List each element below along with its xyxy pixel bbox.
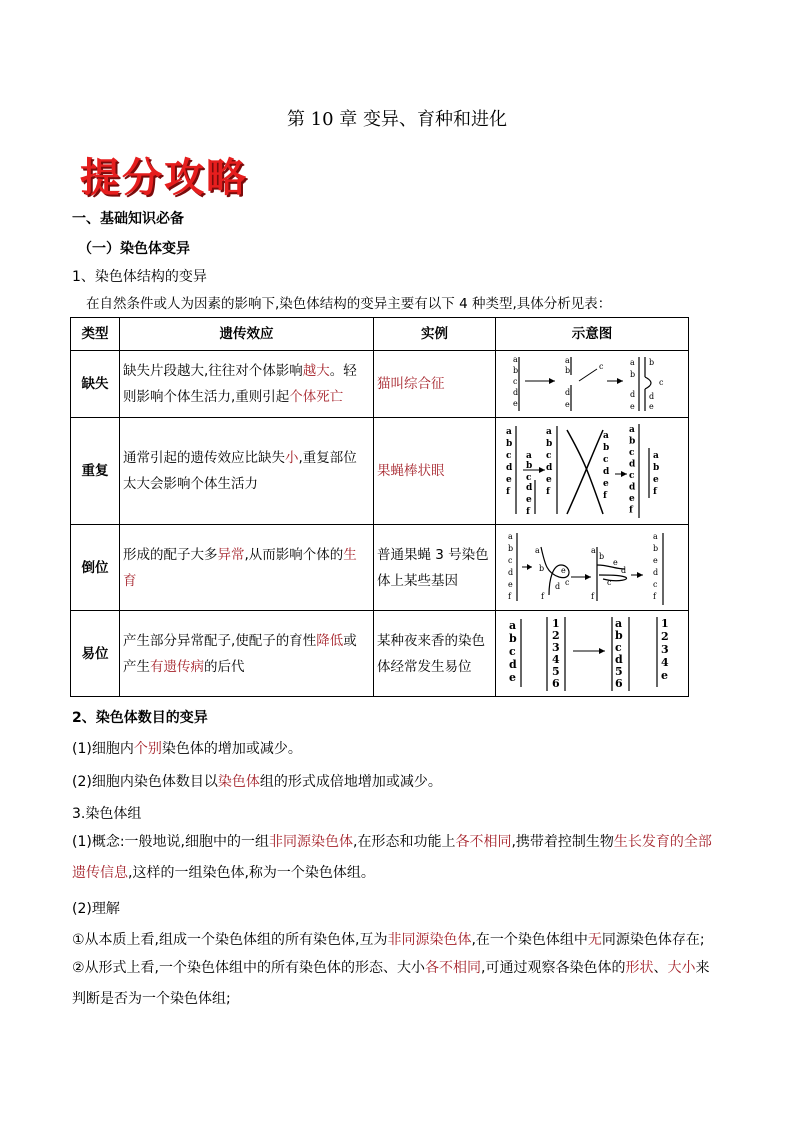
highlight-text: 生育 xyxy=(123,546,357,589)
highlight-text: 非同源染色体 xyxy=(269,834,353,850)
paragraph-5 xyxy=(72,929,705,949)
gene-label: e xyxy=(661,669,668,682)
text-segment: 的后代 xyxy=(204,658,245,675)
gene-label: a xyxy=(615,617,623,630)
gene-label: 4 xyxy=(552,653,560,666)
svg-text:c: c xyxy=(659,378,664,387)
variation-table xyxy=(70,317,689,697)
gene-label: 1 xyxy=(661,617,669,630)
paragraph-1 xyxy=(72,738,302,758)
paragraph-6 xyxy=(72,953,722,1015)
text-segment: ,携带着控制生物 xyxy=(511,834,614,850)
text-segment: 产生部分异常配子,使配子的育性 xyxy=(123,632,317,649)
svg-text:e: e xyxy=(649,402,654,411)
example-cell xyxy=(374,418,496,525)
highlight-text: 小 xyxy=(285,450,299,466)
gene-label: d xyxy=(603,467,610,477)
gene-label: 6 xyxy=(552,677,560,690)
gene-label: 3 xyxy=(661,643,669,656)
text-segment: ,可通过观察各染色体的 xyxy=(481,960,626,976)
gene-label: f xyxy=(603,491,607,501)
inversion-diagram xyxy=(496,525,689,611)
effect-cell xyxy=(120,418,374,525)
gene-label: d xyxy=(629,459,636,470)
gene-label: f xyxy=(653,487,657,497)
svg-text:d: d xyxy=(630,390,636,399)
svg-text:a: a xyxy=(526,451,532,461)
svg-text:b: b xyxy=(599,552,605,561)
highlight-text: 形状 xyxy=(625,960,654,976)
svg-text:b: b xyxy=(649,358,655,367)
inversion-svg xyxy=(499,525,692,610)
gene-label: a xyxy=(508,532,513,541)
example-cell xyxy=(374,611,496,697)
highlight-text: 染色体 xyxy=(217,774,260,790)
table-row xyxy=(71,525,689,611)
paragraph-2 xyxy=(72,771,442,791)
gene-label: d xyxy=(513,388,519,397)
deletion-diagram xyxy=(496,351,689,418)
svg-text:d: d xyxy=(565,388,571,397)
svg-text:c: c xyxy=(607,578,612,587)
svg-text:e: e xyxy=(526,495,532,505)
text-segment: 、 xyxy=(653,960,668,976)
gene-label: e xyxy=(513,399,518,408)
gene-label: 3 xyxy=(552,641,560,654)
highlight-text: 猫叫综合征 xyxy=(377,376,445,392)
gene-label: d xyxy=(629,482,636,493)
svg-text:d: d xyxy=(621,566,627,575)
text-segment: ,在一个染色体组中 xyxy=(471,932,588,948)
gene-label: 1 xyxy=(552,617,560,630)
svg-text:e: e xyxy=(565,400,570,409)
item-heading-1: 1、染色体结构的变异 xyxy=(72,269,207,285)
highlight-text: 异常 xyxy=(217,546,245,563)
table-header-row xyxy=(71,318,689,351)
gene-label: b xyxy=(509,632,517,645)
gene-label: e xyxy=(653,475,659,485)
text-segment: (1)细胞内 xyxy=(72,741,134,757)
gene-label: f xyxy=(546,487,550,497)
gene-label: a xyxy=(629,425,635,435)
highlight-text: 各不相同 xyxy=(425,960,481,976)
text-segment: 或产生 xyxy=(123,632,357,675)
gene-label: e xyxy=(603,479,609,489)
text-segment: 来判断是否为一个染色体组; xyxy=(72,960,710,1007)
gene-label: d xyxy=(508,568,514,577)
gene-label: f xyxy=(508,592,511,601)
gene-label: b xyxy=(603,443,610,453)
highlight-text: 非同源染色体 xyxy=(387,932,472,948)
svg-text:d: d xyxy=(526,483,533,493)
gene-label: a xyxy=(509,619,517,632)
highlight-text: 果蝇棒状眼 xyxy=(377,463,445,479)
gene-label: c xyxy=(653,580,658,589)
page-title: 第 10 章 变异、育种和进化 xyxy=(286,109,508,130)
gene-label: 2 xyxy=(661,630,669,643)
svg-text:a: a xyxy=(565,356,570,365)
svg-text:e: e xyxy=(613,558,618,567)
item-heading-3: 3.染色体组 xyxy=(72,806,142,822)
text-segment: 缺失片段越大,往往对个体影响 xyxy=(123,363,303,379)
text-segment: 普通果蝇 3 号染色体上某些基因 xyxy=(377,546,489,589)
text-segment: ,重复部位太大会影响个体生活力 xyxy=(123,450,357,492)
gene-label: b xyxy=(629,436,636,447)
type-cell: 易位 xyxy=(71,611,120,697)
text-segment: ,在形态和功能上 xyxy=(353,834,456,850)
text-segment: ,从而影响个体的 xyxy=(244,546,344,563)
highlight-text: 各不相同 xyxy=(455,834,512,850)
gene-label: b xyxy=(615,629,623,642)
deletion-svg xyxy=(499,351,692,417)
gene-label: e xyxy=(629,494,635,504)
gene-label: a xyxy=(513,355,518,364)
svg-text:f: f xyxy=(541,592,544,601)
section-heading: 一、基础知识必备 xyxy=(72,211,184,227)
gene-label: b xyxy=(506,439,513,449)
gene-label: c xyxy=(513,377,518,386)
logo-tifen-gonglue: 提分攻略 xyxy=(80,155,248,201)
gene-label: d xyxy=(506,463,513,473)
gene-label: b xyxy=(508,544,514,553)
svg-text:f: f xyxy=(591,592,594,601)
svg-text:d: d xyxy=(555,582,561,591)
text-segment: ②从形式上看,一个染色体组中的所有染色体的形态、大小 xyxy=(72,960,425,976)
gene-label: b xyxy=(546,439,553,449)
gene-label: a xyxy=(546,427,552,437)
table-row xyxy=(71,611,689,697)
header-diagram: 示意图 xyxy=(496,318,689,351)
highlight-text: 有遗传病 xyxy=(150,658,204,675)
effect-cell xyxy=(120,611,374,697)
gene-label: a xyxy=(506,427,512,437)
gene-label: 5 xyxy=(552,665,560,678)
intro-paragraph: 在自然条件或人为因素的影响下,染色体结构的变异主要有以下 4 种类型,具体分析见表： xyxy=(86,296,612,312)
svg-text:c: c xyxy=(526,473,532,483)
text-segment: (2)细胞内染色体数目以 xyxy=(72,774,218,790)
gene-label: c xyxy=(629,471,635,481)
gene-label: b xyxy=(513,366,519,375)
paragraph-4: (2)理解 xyxy=(72,901,120,917)
text-segment: (1)概念:一般地说,细胞中的一组 xyxy=(72,834,269,850)
header-example: 实例 xyxy=(374,318,496,351)
gene-label: 6 xyxy=(615,677,623,690)
example-cell xyxy=(374,525,496,611)
header-type: 类型 xyxy=(71,318,120,351)
text-segment: ,这样的一组染色体,称为一个染色体组。 xyxy=(128,865,375,881)
svg-text:a: a xyxy=(535,546,540,555)
gene-label: e xyxy=(508,580,513,589)
gene-label: d xyxy=(509,658,517,671)
highlight-text: 降低 xyxy=(316,632,344,649)
gene-label: e xyxy=(509,671,516,684)
gene-label: f xyxy=(653,592,656,601)
text-segment: 组的形式成倍地增加或减少。 xyxy=(259,774,442,790)
gene-label: f xyxy=(629,505,633,516)
gene-label: f xyxy=(506,487,510,497)
gene-label: 2 xyxy=(552,629,560,642)
highlight-text: 越大 xyxy=(302,363,330,379)
text-segment: 通常引起的遗传效应比缺失 xyxy=(123,450,285,466)
svg-text:b: b xyxy=(565,366,571,375)
subsection-heading: （一）染色体变异 xyxy=(78,241,190,257)
svg-text:d: d xyxy=(649,392,655,401)
svg-text:a: a xyxy=(591,546,596,555)
svg-text:c: c xyxy=(599,362,604,371)
gene-label: e xyxy=(653,556,658,565)
translocation-diagram xyxy=(496,611,689,697)
gene-label: d xyxy=(653,568,659,577)
svg-text:b: b xyxy=(539,564,545,573)
text-segment: 某种夜来香的染色体经常发生易位 xyxy=(377,632,485,675)
highlight-text: 无 xyxy=(587,932,602,948)
gene-label: c xyxy=(615,641,622,654)
svg-text:b: b xyxy=(526,461,533,471)
effect-cell xyxy=(120,525,374,611)
svg-text:b: b xyxy=(630,370,636,379)
gene-label: a xyxy=(653,451,659,461)
gene-label: 5 xyxy=(615,665,623,678)
text-segment: 形成的配子大多 xyxy=(123,546,218,563)
svg-text:c: c xyxy=(565,578,570,587)
text-segment: ①从本质上看,组成一个染色体组的所有染色体,互为 xyxy=(72,932,388,948)
text-segment: 。轻则影响个体生活力,重则引起 xyxy=(123,363,357,405)
translocation-svg xyxy=(499,611,692,696)
item-heading-2: 2、染色体数目的变异 xyxy=(72,710,208,726)
text-segment: 染色体的增加或减少。 xyxy=(161,741,302,757)
example-cell xyxy=(374,351,496,418)
gene-label: c xyxy=(546,451,552,461)
gene-label: a xyxy=(653,532,658,541)
gene-label: c xyxy=(603,455,609,465)
gene-label: b xyxy=(653,463,660,473)
gene-label: e xyxy=(506,475,512,485)
gene-label: c xyxy=(506,451,512,461)
highlight-text: 生长发育的全部遗传信息 xyxy=(72,834,712,881)
type-cell: 重复 xyxy=(71,418,120,525)
duplication-svg xyxy=(499,418,692,524)
gene-label: 4 xyxy=(661,656,669,669)
highlight-text: 个体死亡 xyxy=(289,389,344,405)
header-effect: 遗传效应 xyxy=(120,318,374,351)
text-segment: 同源染色体存在; xyxy=(601,932,705,948)
gene-label: d xyxy=(615,653,623,666)
svg-text:e: e xyxy=(630,402,635,411)
duplication-diagram xyxy=(496,418,689,525)
gene-label: e xyxy=(546,475,552,485)
svg-text:f: f xyxy=(526,507,530,517)
highlight-text: 个别 xyxy=(133,741,162,757)
gene-label: d xyxy=(546,463,553,473)
gene-label: c xyxy=(629,448,635,458)
table-row xyxy=(71,418,689,525)
gene-label: c xyxy=(509,645,516,658)
paragraph-3 xyxy=(72,827,722,889)
gene-label: c xyxy=(508,556,513,565)
table-row xyxy=(71,351,689,418)
type-cell: 倒位 xyxy=(71,525,120,611)
gene-label: b xyxy=(653,544,659,553)
effect-cell xyxy=(120,351,374,418)
type-cell: 缺失 xyxy=(71,351,120,418)
svg-text:a: a xyxy=(630,358,635,367)
svg-text:e: e xyxy=(561,566,566,575)
highlight-text: 大小 xyxy=(667,960,696,976)
gene-label: a xyxy=(603,431,609,441)
